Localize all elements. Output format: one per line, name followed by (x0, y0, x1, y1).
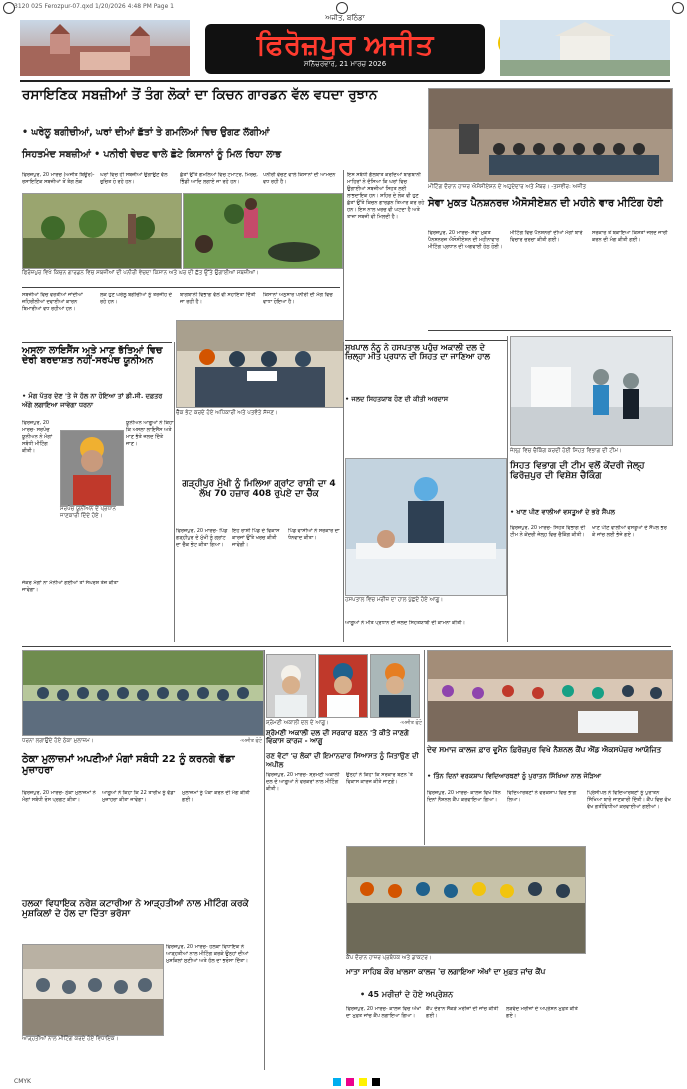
column-divider-1 (343, 170, 344, 340)
lead-photo-caption: ਫਿਰੋਜ਼ਪੁਰ ਵਿਖੇ ਕਿਚਨ ਗਾਰਡਨ ਵਿਚ ਸਬਜ਼ੀਆਂ ਦੀ ਪਨੀਰੀ ਵੇਚਦਾ ਕਿਸਾਨ ਅਤੇ ਘਰ ਦੀ ਛੱਤ ਉੱਤੇ ਉਗਾਈਆਂ ਸਬਜ਼ੀਆਂ। (22, 270, 259, 276)
pensioners-caption: ਮੀਟਿੰਗ ਦੌਰਾਨ ਹਾਜ਼ਰ ਐਸੋਸੀਏਸ਼ਨ ਦੇ ਅਹੁਦੇਦਾਰ ਅਤੇ ਮੈਂਬਰ। -ਤਸਵੀਰ: ਅਜੀਤ (428, 184, 587, 190)
jail-caption: ਜੇਲ੍ਹ ਵਿਚ ਚੈਕਿੰਗ ਕਰਦੀ ਹੋਈ ਸਿਹਤ ਵਿਭਾਗ ਦੀ ਟੀਮ। (510, 448, 622, 454)
sarpanch-caption: ਸਰਪੰਚ ਯੂਨੀਅਨ ਦੇ ਪ੍ਰਧਾਨ ਜਾਣਕਾਰੀ ਦਿੰਦੇ ਹੋਏ। (60, 506, 116, 519)
jail-body-col2: ਖਾਣ ਪੀਣ ਵਾਲੀਆਂ ਵਸਤੂਆਂ ਦੇ ਸੈਂਪਲ ਭਰ ਕੇ ਜਾਂਚ ਲਈ ਭੇਜੇ ਗਏ। (592, 525, 667, 538)
lead-continuation-col2: ਲੋਕ ਹੁਣ ਘਰੇਲੂ ਬਗੀਚੀਆਂ ਨੂੰ ਤਰਜੀਹ ਦੇ ਰਹੇ ਹਨ। (100, 292, 172, 305)
akali-byline: -ਅਜੀਤ ਫੋਟੋ (399, 720, 422, 726)
masthead-photo-right (500, 20, 670, 76)
cmyk-magenta-swatch (346, 1078, 354, 1086)
eye-camp-subhead: • 45 ਮਰੀਜ਼ਾਂ ਦੇ ਹੋਏ ਅਪ੍ਰੇਸ਼ਨ (360, 990, 454, 999)
lead-subhead-1: • ਘਰੇਲੂ ਬਗੀਚੀਆਂ, ਘਰਾਂ ਦੀਆਂ ਛੱਤਾਂ ਤੇ ਗਮਲਿਆਂ ਵਿਚ ਉਗਣ ਲੱਗੀਆਂ (22, 127, 270, 138)
jail-body-col1: ਫਿਰੋਜ਼ਪੁਰ, 20 ਮਾਰਚ- ਸਿਹਤ ਵਿਭਾਗ ਦੀ ਟੀਮ ਨੇ ਕੇਂਦਰੀ ਜੇਲ੍ਹ ਵਿਚ ਚੈਕਿੰਗ ਕੀਤੀ। (510, 525, 586, 538)
lead-photo-1 (22, 193, 182, 269)
cmyk-label: CMYK (14, 1078, 31, 1085)
college-body-col2: ਵਿਦਿਆਰਥਣਾਂ ਨੇ ਵਰਕਸ਼ਾਪ ਵਿਚ ਭਾਗ ਲਿਆ। (507, 790, 577, 803)
middle-column-text: ਇਸ ਸਬੰਧੀ ਗੱਲਬਾਤ ਕਰਦਿਆਂ ਬਾਗਬਾਨੀ ਮਾਹਿਰਾਂ ਨੇ ਦੱਸਿਆ ਕਿ ਘਰਾਂ ਵਿਚ ਉਗਾਈਆਂ ਸਬਜ਼ੀਆਂ ਸਿਹਤ ਲਈ ਲਾਭਦਾਇਕ ਹਨ। ਸ਼ਹਿਰ ਦੇ ਲੋਕ ਵੀ ਹੁਣ ਛੱਤਾਂ ਉੱਤੇ ਕਿਚਨ ਗਾਰਡਨ ਤਿਆਰ ਕਰ ਰਹੇ ਹਨ। ਇਸ ਨਾਲ ਖਰਚ ਵੀ ਘਟਦਾ ਹੈ ਅਤੇ ਤਾਜ਼ਾ ਸਬਜ਼ੀ ਵੀ ਮਿਲਦੀ ਹੈ। (347, 172, 425, 220)
cmyk-black-swatch (372, 1078, 380, 1086)
column-divider-6 (424, 650, 425, 845)
eye-camp-headline: ਮਾਤਾ ਸਾਹਿਬ ਕੌਰ ਖ਼ਾਲਸਾ ਕਾਲਜ 'ਚ ਲਗਾਇਆ ਅੱਖਾਂ ਦਾ ਮੁਫ਼ਤ ਜਾਂਚ ਕੈਂਪ (346, 967, 546, 976)
pensioners-body-col1: ਫਿਰੋਜ਼ਪੁਰ, 20 ਮਾਰਚ- ਸੇਵਾ ਮੁਕਤ ਪੈਨਸ਼ਨਰਜ਼ ਐਸੋਸੀਏਸ਼ਨ ਦੀ ਮਹੀਨਾਵਾਰ ਮੀਟਿੰਗ ਪ੍ਰਧਾਨ ਦੀ ਅਗਵਾਈ ਹੇਠ ਹੋਈ। (428, 230, 503, 250)
sarpanch-headline: ਅਸਲਾ ਲਾਇਸੈਂਸ ਅਤੇ ਮਾਣ ਭੱਤਿਆਂ ਵਿਚ ਦੇਰੀ ਬਰਦਾਸ਼ਤ ਨਹੀਂ-ਸਰਪੰਚ ਯੂਨੀਅਨ (22, 345, 163, 367)
hospital-caption: ਹਸਪਤਾਲ ਵਿਚ ਮਰੀਜ਼ ਦਾ ਹਾਲ ਪੁੱਛਦੇ ਹੋਏ ਆਗੂ। (345, 597, 444, 603)
jail-photo (510, 336, 673, 446)
masthead-rule (20, 80, 670, 82)
lead-continuation-col4: ਕਿਸਾਨਾਂ ਅਨੁਸਾਰ ਪਨੀਰੀ ਦੀ ਮੰਗ ਵਿਚ ਵਾਧਾ ਹੋਇਆ ਹੈ। (263, 292, 333, 305)
akali-leader-photo-3 (370, 654, 420, 718)
jail-headline: ਸਿਹਤ ਵਿਭਾਗ ਦੀ ਟੀਮ ਵਲੋਂ ਕੇਂਦਰੀ ਜੇਲ੍ਹ ਫਿਰੋਜ਼ਪੁਰ ਦੀ ਵਿਸ਼ੇਸ਼ ਚੈਕਿੰਗ (510, 461, 645, 481)
cheque-photo (176, 320, 344, 408)
sarpanch-photo (60, 430, 124, 506)
sarpanch-subhead: • ਮੰਗ ਪੱਤਰ ਦੇਣ 'ਤੇ ਜੇ ਹੱਲ ਨਾ ਹੋਇਆ ਤਾਂ ਡੀ.ਸੀ. ਦਫ਼ਤਰ ਅੱਗੇ ਲਗਾਇਆ ਜਾਵੇਗਾ ਧਰਨਾ (22, 392, 163, 409)
college-headline: ਦੇਵ ਸਮਾਜ ਕਾਲਜ ਫ਼ਾਰ ਵੂਮੈਨ ਫ਼ਿਰੋਜ਼ਪੁਰ ਵਿਖੇ ਨੈਸ਼ਨਲ ਕੈਂਪ ਐਂਡ ਐਕਸਪੋਜ਼ਰ ਆਯੋਜਿਤ (427, 745, 662, 754)
eye-camp-body-col1: ਫਿਰੋਜ਼ਪੁਰ, 20 ਮਾਰਚ- ਕਾਲਜ ਵਿਚ ਅੱਖਾਂ ਦਾ ਮੁਫ਼ਤ ਜਾਂਚ ਕੈਂਪ ਲਗਾਇਆ ਗਿਆ। (346, 1006, 421, 1019)
contract-workers-photo (22, 650, 264, 736)
print-slug: 3120 025 Ferozpur-07.qxd 1/20/2026 4:48 PM Page 1 (14, 3, 174, 10)
column-divider-2 (174, 342, 175, 642)
akali-body-col2: ਉਨ੍ਹਾਂ ਨੇ ਕਿਹਾ ਕਿ ਸਰਕਾਰ ਬਣਨ 'ਤੇ ਵਿਕਾਸ ਕਾਰਜ ਕੀਤੇ ਜਾਣਗੇ। (346, 772, 413, 785)
hospital-headline: ਸੁਖਪਾਲ ਨੰਨੂ ਨੇ ਹਸਪਤਾਲ ਪਹੁੰਚ ਅਕਾਲੀ ਦਲ ਦੇ ਜ਼ਿਲ੍ਹਾ ਮੀਤ ਪ੍ਰਧਾਨ ਦੀ ਸਿਹਤ ਦਾ ਜਾਣਿਆ ਹਾਲ (345, 343, 490, 361)
akali-leader-photo-1 (266, 654, 316, 718)
college-body-col1: ਫਿਰੋਜ਼ਪੁਰ, 20 ਮਾਰਚ- ਕਾਲਜ ਵਿਖੇ ਤਿੰਨ ਦਿਨਾਂ ਨੈਸ਼ਨਲ ਕੈਂਪ ਕਰਵਾਇਆ ਗਿਆ। (427, 790, 501, 803)
lead-bottom-rule (22, 287, 340, 288)
akali-body-col1: ਫਿਰੋਜ਼ਪੁਰ, 20 ਮਾਰਚ- ਸ਼੍ਰੋਮਣੀ ਅਕਾਲੀ ਦਲ ਦੇ ਆਗੂਆਂ ਨੇ ਵਰਕਰਾਂ ਨਾਲ ਮੀਟਿੰਗ ਕੀਤੀ। (266, 772, 340, 792)
college-students-photo (427, 650, 673, 742)
pensioners-bottom-rule (428, 330, 671, 331)
cheque-headline: ਗੜ੍ਹੀਪੁਰ ਮੁੱਖੀ ਨੂੰ ਮਿਲਿਆ ਗ੍ਰਾਂਟ ਰਾਸ਼ੀ ਦਾ 4 ਲੱਖ 70 ਹਜ਼ਾਰ 408 ਰੁਪਏ ਦਾ ਚੈੱਕ (182, 479, 336, 499)
registration-mark-center (336, 2, 348, 14)
akali-headline: ਸ਼੍ਰੋਮਣੀ ਅਕਾਲੀ ਦਲ ਦੀ ਸਰਕਾਰ ਬਣਨ 'ਤੇ ਕੀਤੇ ਜਾਣਗੇ ਵਿਕਾਸ ਕਾਰਜ - ਆਗੂ (266, 729, 409, 745)
masthead (20, 14, 670, 76)
lead-body-col3: ਛੱਤਾਂ ਉੱਤੇ ਗਮਲਿਆਂ ਵਿਚ ਟਮਾਟਰ, ਮਿਰਚ, ਭਿੰਡੀ ਆਦਿ ਲਗਾਏ ਜਾ ਰਹੇ ਹਨ। (180, 172, 258, 185)
mla-headline: ਹਲਕਾ ਵਿਧਾਇਕ ਨਰੇਸ਼ ਕਟਾਰੀਆ ਨੇ ਆੜ੍ਹਤੀਆਂ ਨਾਲ ਮੀਟਿੰਗ ਕਰਕੇ ਮੁਸ਼ਕਿਲਾਂ ਦੇ ਹੱਲ ਦਾ ਦਿੱਤਾ ਭਰੋਸਾ (22, 899, 249, 919)
masthead-photo-left (20, 20, 190, 76)
contract-body-col1: ਫਿਰੋਜ਼ਪੁਰ, 20 ਮਾਰਚ- ਠੇਕਾ ਮੁਲਾਜ਼ਮਾਂ ਨੇ ਮੰਗਾਂ ਸਬੰਧੀ ਰੋਸ ਪ੍ਰਗਟ ਕੀਤਾ। (22, 790, 96, 803)
masthead-title-box (205, 14, 485, 74)
cmyk-yellow-swatch (359, 1078, 367, 1086)
registration-mark-left (3, 2, 15, 14)
cmyk-cyan-swatch (333, 1078, 341, 1086)
registration-mark-right (672, 2, 684, 14)
lead-continuation-col3: ਬਾਗਬਾਨੀ ਵਿਭਾਗ ਵੱਲੋਂ ਵੀ ਸਹਾਇਤਾ ਦਿੱਤੀ ਜਾ ਰਹੀ ਹੈ। (180, 292, 256, 305)
mla-photo (22, 944, 164, 1036)
eye-camp-body-col3: ਲੋੜਵੰਦ ਮਰੀਜ਼ਾਂ ਦੇ ਅਪ੍ਰੇਸ਼ਨ ਮੁਫ਼ਤ ਕੀਤੇ ਗਏ। (506, 1006, 578, 1019)
lead-headline: ਰਸਾਇਣਿਕ ਸਬਜ਼ੀਆਂ ਤੋਂ ਤੰਗ ਲੋਕਾਂ ਦਾ ਕਿਚਨ ਗਾਰਡਨ ਵੱਲ ਵਧਦਾ ਰੁਝਾਨ (22, 87, 378, 103)
cheque-body-col3: ਪਿੰਡ ਵਾਸੀਆਂ ਨੇ ਸਰਕਾਰ ਦਾ ਧੰਨਵਾਦ ਕੀਤਾ। (288, 528, 340, 541)
masthead-title: ਫਿਰੋਜ਼ਪੁਰ ਅਜੀਤ (256, 28, 434, 61)
pensioners-headline: ਸੇਵਾ ਮੁਕਤ ਪੈਨਸ਼ਨਰਜ਼ ਐਸੋਸੀਏਸ਼ਨ ਦੀ ਮਹੀਨੇ ਵਾਰ ਮੀਟਿੰਗ ਹੋਈ (428, 198, 663, 209)
sarpanch-body-more: ਜੇਕਰ ਮੰਗਾਂ ਨਾ ਮੰਨੀਆਂ ਗਈਆਂ ਤਾਂ ਸੰਘਰਸ਼ ਤੇਜ਼ ਕੀਤਾ ਜਾਵੇਗਾ। (22, 580, 119, 593)
lead-subhead-2: ਸਿਹਤਮੰਦ ਸਬਜ਼ੀਆਂ • ਪਨੀਰੀ ਵੇਚਣ ਵਾਲੇ ਛੋਟੇ ਕਿਸਾਨਾਂ ਨੂੰ ਮਿਲ ਰਿਹਾ ਲਾਭ (22, 149, 282, 160)
hospital-body: ਆਗੂਆਂ ਨੇ ਮੀਤ ਪ੍ਰਧਾਨ ਦੀ ਜਲਦ ਸਿਹਤਯਾਬੀ ਦੀ ਕਾਮਨਾ ਕੀਤੀ। (345, 620, 466, 626)
hospital-subhead: • ਜਲਦ ਸਿਹਤਯਾਬ ਹੋਣ ਦੀ ਕੀਤੀ ਅਰਦਾਸ (345, 395, 449, 403)
lead-body-col1: ਫਿਰੋਜ਼ਪੁਰ, 20 ਮਾਰਚ (ਅਜੀਤ ਬਿਊਰੋ)- ਰਸਾਇਣਿਕ ਸਬਜ਼ੀਆਂ ਤੋਂ ਤੰਗ ਲੋਕ (22, 172, 95, 185)
lead-body-col4: ਪਨੀਰੀ ਵੇਚਣ ਵਾਲੇ ਕਿਸਾਨਾਂ ਦੀ ਆਮਦਨ ਵਧ ਰਹੀ ਹੈ। (263, 172, 336, 185)
masthead-date: ਸਨਿੱਚਰਵਾਰ, 21 ਮਾਰਚ 2026 (303, 60, 387, 68)
akali-leader-photo-2 (318, 654, 368, 718)
eye-camp-photo (346, 846, 586, 954)
lead-body-col2: ਘਰਾਂ ਵਿਚ ਹੀ ਸਬਜ਼ੀਆਂ ਉਗਾਉਣ ਵੱਲ ਰੁਚਿਤ ਹੋ ਰਹੇ ਹਨ। (100, 172, 168, 185)
masthead-tag: ਅਜੀਤ, ਬਠਿੰਡਾ (325, 14, 365, 22)
sarpanch-body-col2: ਯੂਨੀਅਨ ਆਗੂਆਂ ਨੇ ਕਿਹਾ ਕਿ ਅਸਲਾ ਲਾਇਸੈਂਸ ਅਤੇ ਮਾਣ ਭੱਤੇ ਜਲਦ ਦਿੱਤੇ ਜਾਣ। (126, 420, 174, 447)
contract-workers-headline: ਠੇਕਾ ਮੁਲਾਜ਼ਮਾਂ ਅਪਣੀਆਂ ਮੰਗਾਂ ਸਬੰਧੀ 22 ਨੂੰ ਕਰਨਗੇ ਵੱਡਾ ਮੁਜ਼ਾਹਰਾ (22, 754, 235, 776)
contract-workers-caption: ਧਰਨਾ ਲਗਾਉਂਦੇ ਹੋਏ ਠੇਕਾ ਮੁਲਾਜ਼ਮ। (22, 738, 94, 744)
pensioners-photo (428, 88, 673, 182)
left-mid-top-rule (22, 342, 172, 343)
lead-continuation-col1: ਸਬਜ਼ੀਆਂ ਵਿਚ ਵਰਤੀਆਂ ਜਾਂਦੀਆਂ ਜ਼ਹਿਰੀਲੀਆਂ ਦਵਾਈਆਂ ਕਾਰਨ ਬਿਮਾਰੀਆਂ ਵਧ ਰਹੀਆਂ ਹਨ। (22, 292, 83, 312)
college-subhead: • ਤਿੰਨ ਦਿਨਾਂ ਵਰਕਸ਼ਾਪ ਵਿਦਿਆਰਥਣਾਂ ਨੂੰ ਪੁਰਾਤਨ ਸਿੱਖਿਆ ਨਾਲ ਜੋੜਿਆ (427, 772, 602, 780)
contract-workers-byline: -ਅਜੀਤ ਫੋਟੋ (239, 738, 262, 744)
row2-bottom-rule (22, 646, 671, 647)
eye-camp-caption: ਕੈਂਪ ਦੌਰਾਨ ਹਾਜ਼ਰ ਪ੍ਰਬੰਧਕ ਅਤੇ ਡਾਕਟਰ। (346, 955, 432, 961)
mla-caption: ਆੜ੍ਹਤੀਆਂ ਨਾਲ ਮੀਟਿੰਗ ਕਰਦੇ ਹੋਏ ਵਿਧਾਇਕ। (22, 1036, 119, 1042)
jail-subhead: • ਖਾਣ ਪੀਣ ਵਾਲੀਆਂ ਵਸਤੂਆਂ ਦੇ ਭਰੇ ਸੈਂਪਲ (510, 508, 615, 516)
pensioners-body-col3: ਸਰਕਾਰ ਤੋਂ ਬਕਾਇਆ ਕਿਸ਼ਤਾਂ ਜਲਦ ਜਾਰੀ ਕਰਨ ਦੀ ਮੰਗ ਕੀਤੀ ਗਈ। (592, 230, 668, 243)
column-divider-3 (343, 342, 344, 642)
college-body-col3: ਪ੍ਰਿੰਸੀਪਲ ਨੇ ਵਿਦਿਆਰਥਣਾਂ ਨੂੰ ਪੁਰਾਤਨ ਸਿੱਖਿਆ ਬਾਰੇ ਜਾਣਕਾਰੀ ਦਿੱਤੀ। ਕੈਂਪ ਵਿਚ ਵੱਖ ਵੱਖ ਗਤੀਵਿਧੀਆਂ ਕਰਵਾਈਆਂ ਗਈਆਂ। (587, 790, 671, 810)
akali-subhead: ਰਣ ਵੋਟਾਂ 'ਚ ਲੋਕਾਂ ਦੀ ਇਮਾਨਦਾਰ ਸਿਆਸਤ ਨੂੰ ਜਿਤਾਉਣ ਦੀ ਅਪੀਲ (266, 752, 419, 769)
eye-camp-body-col2: ਕੈਂਪ ਦੌਰਾਨ ਸੈਂਕੜੇ ਮਰੀਜ਼ਾਂ ਦੀ ਜਾਂਚ ਕੀਤੀ ਗਈ। (426, 1006, 499, 1019)
hospital-photo (345, 458, 507, 596)
lead-photo-2 (183, 193, 343, 269)
akali-caption: ਸ਼੍ਰੋਮਣੀ ਅਕਾਲੀ ਦਲ ਦੇ ਆਗੂ। (266, 720, 329, 726)
contract-body-col3: ਮੁਲਾਜ਼ਮਾਂ ਨੂੰ ਪੱਕਾ ਕਰਨ ਦੀ ਮੰਗ ਕੀਤੀ ਗਈ। (182, 790, 250, 803)
contract-body-col2: ਆਗੂਆਂ ਨੇ ਕਿਹਾ ਕਿ 22 ਤਾਰੀਖ ਨੂੰ ਵੱਡਾ ਮੁਜ਼ਾਹਰਾ ਕੀਤਾ ਜਾਵੇਗਾ। (102, 790, 175, 803)
column-divider-4 (507, 336, 508, 642)
pensioners-body-col2: ਮੀਟਿੰਗ ਵਿਚ ਪੈਨਸ਼ਨਰਾਂ ਦੀਆਂ ਮੰਗਾਂ ਬਾਰੇ ਵਿਚਾਰ ਚਰਚਾ ਕੀਤੀ ਗਈ। (510, 230, 583, 243)
cheque-caption: ਚੈੱਕ ਭੇਟ ਕਰਦੇ ਹੋਏ ਅਧਿਕਾਰੀ ਅਤੇ ਪਤਵੰਤੇ ਸੱਜਣ। (176, 410, 278, 416)
cheque-body-col2: ਇਹ ਰਾਸ਼ੀ ਪਿੰਡ ਦੇ ਵਿਕਾਸ ਕਾਰਜਾਂ ਉੱਤੇ ਖਰਚ ਕੀਤੀ ਜਾਵੇਗੀ। (232, 528, 280, 548)
column-divider-5 (264, 650, 265, 1070)
cmyk-bar (0, 1074, 687, 1089)
cheque-body-col1: ਫਿਰੋਜ਼ਪੁਰ, 20 ਮਾਰਚ- ਪਿੰਡ ਗੜ੍ਹੀਪੁਰ ਦੇ ਮੁੱਖੀ ਨੂੰ ਗ੍ਰਾਂਟ ਦਾ ਚੈੱਕ ਭੇਟ ਕੀਤਾ ਗਿਆ। (176, 528, 228, 548)
mla-body: ਫਿਰੋਜ਼ਪੁਰ, 20 ਮਾਰਚ- ਹਲਕਾ ਵਿਧਾਇਕ ਨੇ ਆੜ੍ਹਤੀਆਂ ਨਾਲ ਮੀਟਿੰਗ ਕਰਕੇ ਉਨ੍ਹਾਂ ਦੀਆਂ ਮੁਸ਼ਕਿਲਾਂ ਸੁਣੀਆਂ ਅਤੇ ਹੱਲ ਦਾ ਭਰੋਸਾ ਦਿੱਤਾ। (166, 944, 249, 964)
sarpanch-body: ਫਿਰੋਜ਼ਪੁਰ, 20 ਮਾਰਚ- ਸਰਪੰਚ ਯੂਨੀਅਨ ਨੇ ਮੰਗਾਂ ਸਬੰਧੀ ਮੀਟਿੰਗ ਕੀਤੀ। (22, 420, 53, 454)
hospital-top-rule (345, 340, 507, 341)
